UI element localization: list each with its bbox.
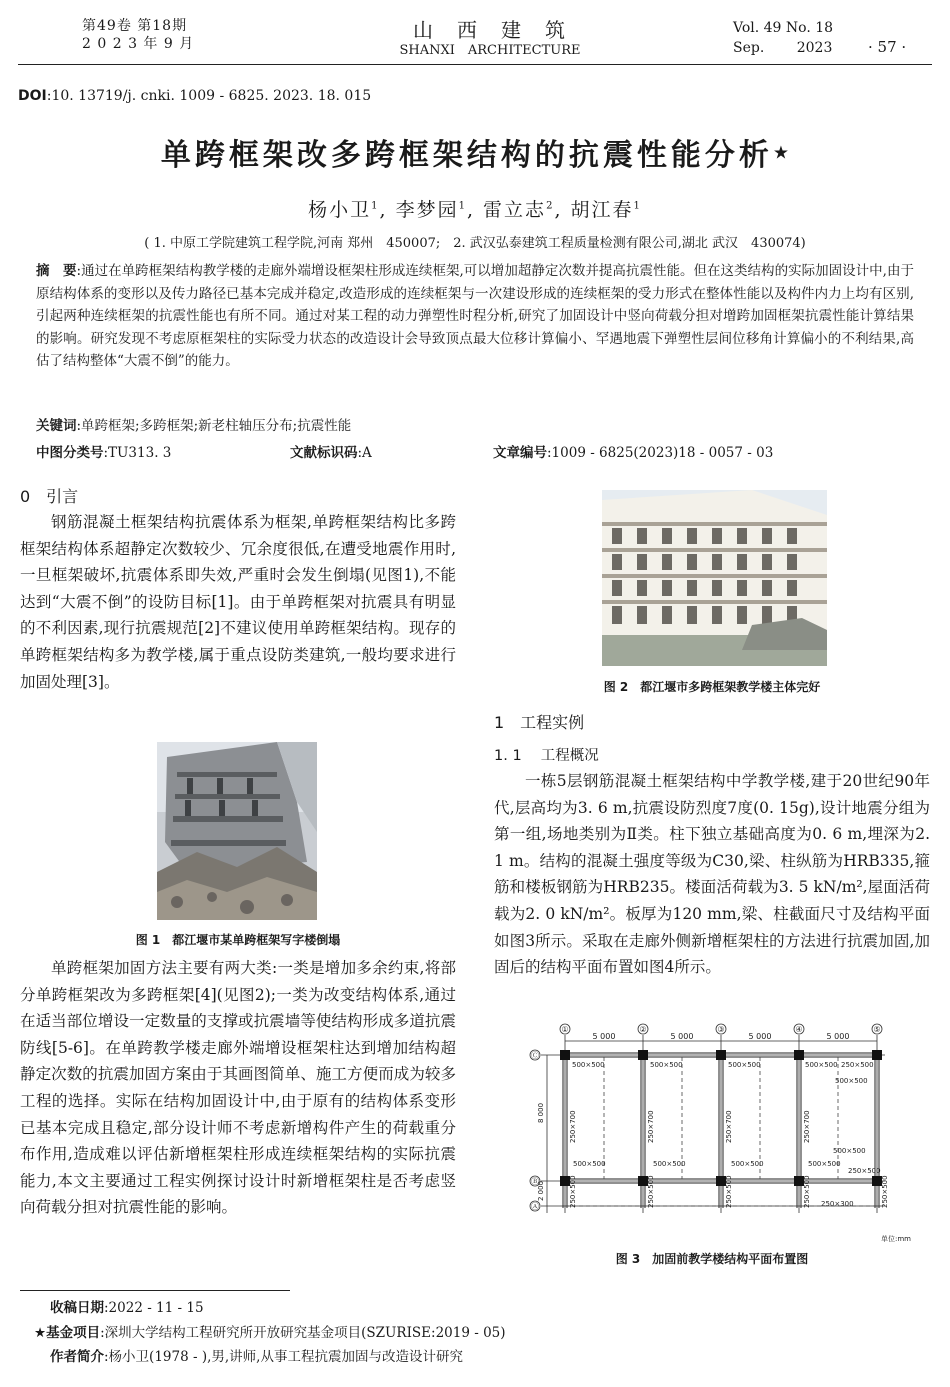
author-name: 胡江春 xyxy=(570,199,634,221)
article-number xyxy=(493,441,773,461)
axis-4: ④ xyxy=(795,1025,803,1034)
clc-label: 中图分类号 xyxy=(36,445,104,461)
journal-title-en: SHANXI ARCHITECTURE xyxy=(399,43,581,58)
section-heading-intro: 0 引言 xyxy=(20,487,79,506)
journal-title-cn: 山 西 建 筑 xyxy=(413,18,567,42)
fund-info xyxy=(34,1321,506,1346)
date-cn: 2 0 2 3 年 9 月 xyxy=(82,36,195,52)
doi-value: :10. 13719/j. cnki. 1009 - 6825. 2023. 18. 015 xyxy=(46,88,372,104)
author-name: 李梦园 xyxy=(395,199,459,221)
axis-3: ③ xyxy=(717,1025,725,1034)
author-bio-text: :杨小卫(1978 - ),男,讲师,从事工程抗震加固与改造设计研究 xyxy=(104,1349,463,1365)
volume-en: Vol. 49 No. 18 xyxy=(733,20,834,36)
axis-5: ⑤ xyxy=(873,1025,881,1034)
authors: 杨小卫$^1$, 李梦园$^1$, 雷立志$^2$, 胡江春$^1$ xyxy=(308,199,642,221)
keywords-label: 关键词 xyxy=(36,418,77,434)
article-no-text: :1009 - 6825(2023)18 - 0057 - 03 xyxy=(547,445,774,461)
beam-label: 500×500 xyxy=(835,1077,868,1085)
col-label: 250×500 xyxy=(569,1175,577,1208)
doi xyxy=(18,88,371,104)
received-date xyxy=(50,1296,204,1321)
intro-paragraph-2: 单跨框架加固方法主要有两大类:一类是增加多余约束,将部分单跨框架改为多跨框架[4](见图2);一类为改变结构体系,通过在适当部位增设一定数量的支撑或抗震墙等使结构形成多道抗震防线[5-6]。在单跨教学楼走廊外端增设框架柱达到增加结构超静定次数的抗震加固方案由于其画图简单、施工方便而成为较多工程的选择。实际在结构加固设计中,由于原有的结构体系变形已基本完成且稳定,部分设计师不考虑新增构件产生的荷载重分布作用,造成难以评估新增框架柱形成连续框架结构的实际抗震能力,本文主要通过工程实例探讨设计时新增框架柱是否考虑竖向荷载分担对抗震性能的影响。 xyxy=(20,959,456,1217)
page-title xyxy=(0,130,950,174)
unit-label: 单位:mm xyxy=(881,1235,911,1243)
section-heading-example: 1 工程实例 xyxy=(494,713,585,732)
beam-label: 500×500 xyxy=(833,1147,866,1155)
author-sup: 1 xyxy=(458,200,467,212)
col-label: 250×500 xyxy=(647,1175,655,1208)
col-label: 250×500 xyxy=(725,1175,733,1208)
corridor-beam-label: 250×300 xyxy=(821,1200,854,1208)
beam-label: 500×500 xyxy=(805,1061,838,1069)
doc-code-label: 文献标识码 xyxy=(290,445,358,461)
span-dim: 5 000 xyxy=(592,1032,616,1041)
span-dim: 5 000 xyxy=(670,1032,694,1041)
axis-1: ① xyxy=(561,1025,569,1034)
structural-plan-drawing xyxy=(525,1023,917,1245)
abstract-text: :通过在单跨框架结构教学楼的走廊外端增设框架柱形成连续框架,可以增加超静定次数并提高抗震性能。但在这类结构的实际加固设计中,由于原结构体系的变形以及传力路径已基本完成并稳定,改造形成的连续框架与一次建设形成的连续框架的受力形式在整体性能以及构件内力上均有区别,引起两种连续框架的抗震性能也有所不同。通过对某工程的动力弹塑性时程分析,研究了加固设计中竖向荷载分担对增跨加固框架抗震性能计算结果的影响。研究发现不考虑原框架柱的实际受力状态的改造设计会导致顶点最大位移计算偏小、罕遇地震下弹塑性层间位移角计算偏小的不利结果,高估了结构整体“大震不倒”的能力。 xyxy=(36,263,914,369)
axis-b: Ⓑ xyxy=(531,1177,539,1186)
affiliations: ( 1. 中原工学院建筑工程学院,河南 郑州 450007; 2. 武汉弘泰建筑工程质量检测有限公司,湖北 武汉 430074) xyxy=(144,236,806,251)
col-label: 250×700 xyxy=(803,1110,811,1143)
received-label: 收稿日期 xyxy=(50,1300,104,1316)
fund-label: ★基金项目 xyxy=(34,1325,101,1341)
col-label: 250×500 xyxy=(803,1175,811,1208)
author-sup: 1 xyxy=(633,200,642,212)
page-number: · 57 · xyxy=(868,38,907,56)
beam-label: 500×500 xyxy=(728,1061,761,1069)
figure-2-photo xyxy=(602,490,827,666)
beam-label: 500×500 xyxy=(650,1061,683,1069)
clc-number xyxy=(36,441,171,461)
overview-paragraph: 一栋5层钢筋混凝土框架结构中学教学楼,建于20世纪90年代,层高均为3. 6 m,抗震设防烈度7度(0. 15g),设计地震分组为第一组,场地类别为Ⅱ类。柱下独立基础高度为0. 6 m,埋深为2. 1 m。结构的混凝土强度等级为C30,梁、柱纵筋为HRB335,箍筋和楼板钢筋为HRB235。楼面活荷载为3. 5 kN/m²,屋面活荷载为2. 0 kN/m²。板厚为120 mm,梁、柱截面尺寸及结构平面如图3所示。采取在走廊外侧新增框架柱的方法进行抗震加固,加固后的结构平面布置如图4所示。 xyxy=(494,772,930,977)
author-sup: 2 xyxy=(546,200,555,212)
beam-label: 500×500 xyxy=(573,1160,606,1168)
beam-label: 250×500 xyxy=(841,1061,874,1069)
abstract-label: 摘 要 xyxy=(36,263,77,279)
date-en: Sep. 2023 xyxy=(733,40,833,56)
received-text: :2022 - 11 - 15 xyxy=(104,1300,204,1316)
axis-2: ② xyxy=(639,1025,647,1034)
keywords xyxy=(36,414,351,434)
figure-3-caption: 图 3 加固前教学楼结构平面布置图 xyxy=(615,1252,809,1266)
figure-1-photo xyxy=(157,742,317,920)
axis-a: Ⓐ xyxy=(531,1202,539,1211)
subsection-heading-overview: 1. 1 工程概况 xyxy=(494,748,599,764)
author-bio-label: 作者简介 xyxy=(50,1349,104,1365)
beam-label: 500×500 xyxy=(808,1160,841,1168)
figure-1-caption: 图 1 都江堰市某单跨框架写字楼倒塌 xyxy=(135,933,341,947)
school-building-image xyxy=(602,490,827,666)
col-label: 250×700 xyxy=(569,1110,577,1143)
author-name: 杨小卫 xyxy=(308,199,372,221)
collapsed-building-image xyxy=(157,742,317,920)
intro-paragraph-1: 钢筋混凝土框架结构抗震体系为框架,单跨框架结构比多跨框架结构体系超静定次数较少、冗余度很低,在遭受地震作用时,一旦框架破坏,抗震体系即失效,严重时会发生倒塌(见图1),不能达到“大震不倒”的设防目标[1]。由于单跨框架对抗震具有明显的不利因素,现行抗震规范[2]不建议使用单跨框架结构。现存的单跨框架结构多为教学楼,属于重点设防类建筑,一般均要求进行加固处理[3]。 xyxy=(20,513,456,691)
col-label: 250×700 xyxy=(725,1110,733,1143)
figure-2-caption: 图 2 都江堰市多跨框架教学楼主体完好 xyxy=(603,680,821,694)
keywords-text: :单跨框架;多跨框架;新老柱轴压分布;抗震性能 xyxy=(76,418,352,434)
author-bio xyxy=(50,1345,463,1370)
article-no-label: 文章编号 xyxy=(493,445,547,461)
axis-c: Ⓒ xyxy=(531,1051,539,1060)
doc-code-text: :A xyxy=(357,445,372,461)
beam-label: 500×500 xyxy=(653,1160,686,1168)
doi-label: DOI xyxy=(18,88,47,104)
dim-2000: 2 000 xyxy=(537,1180,545,1201)
dim-8000: 8 000 xyxy=(537,1102,545,1123)
abstract xyxy=(36,260,914,373)
beam-label: 500×500 xyxy=(731,1160,764,1168)
fund-text: :深圳大学结构工程研究所开放研究基金项目(SZURISE:2019 - 05) xyxy=(100,1325,506,1341)
footnote-rule xyxy=(20,1290,290,1291)
author-sup: 1 xyxy=(371,200,380,212)
author-name: 雷立志 xyxy=(483,199,547,221)
figure-3-plan xyxy=(525,1023,917,1245)
span-dim: 5 000 xyxy=(826,1032,850,1041)
title-star: ★ xyxy=(772,142,790,164)
col-label: 250×500 xyxy=(881,1175,889,1208)
span-dim: 5 000 xyxy=(748,1032,772,1041)
doc-code xyxy=(290,441,372,461)
beam-label: 250×500 xyxy=(848,1167,881,1175)
col-label: 250×700 xyxy=(647,1110,655,1143)
volume-issue: 第49卷 第18期 xyxy=(82,18,188,34)
clc-text: :TU313. 3 xyxy=(103,445,172,461)
beam-label: 500×500 xyxy=(572,1061,605,1069)
header-rule xyxy=(18,64,932,65)
title-text: 单跨框架改多跨框架结构的抗震性能分析 xyxy=(160,138,773,173)
